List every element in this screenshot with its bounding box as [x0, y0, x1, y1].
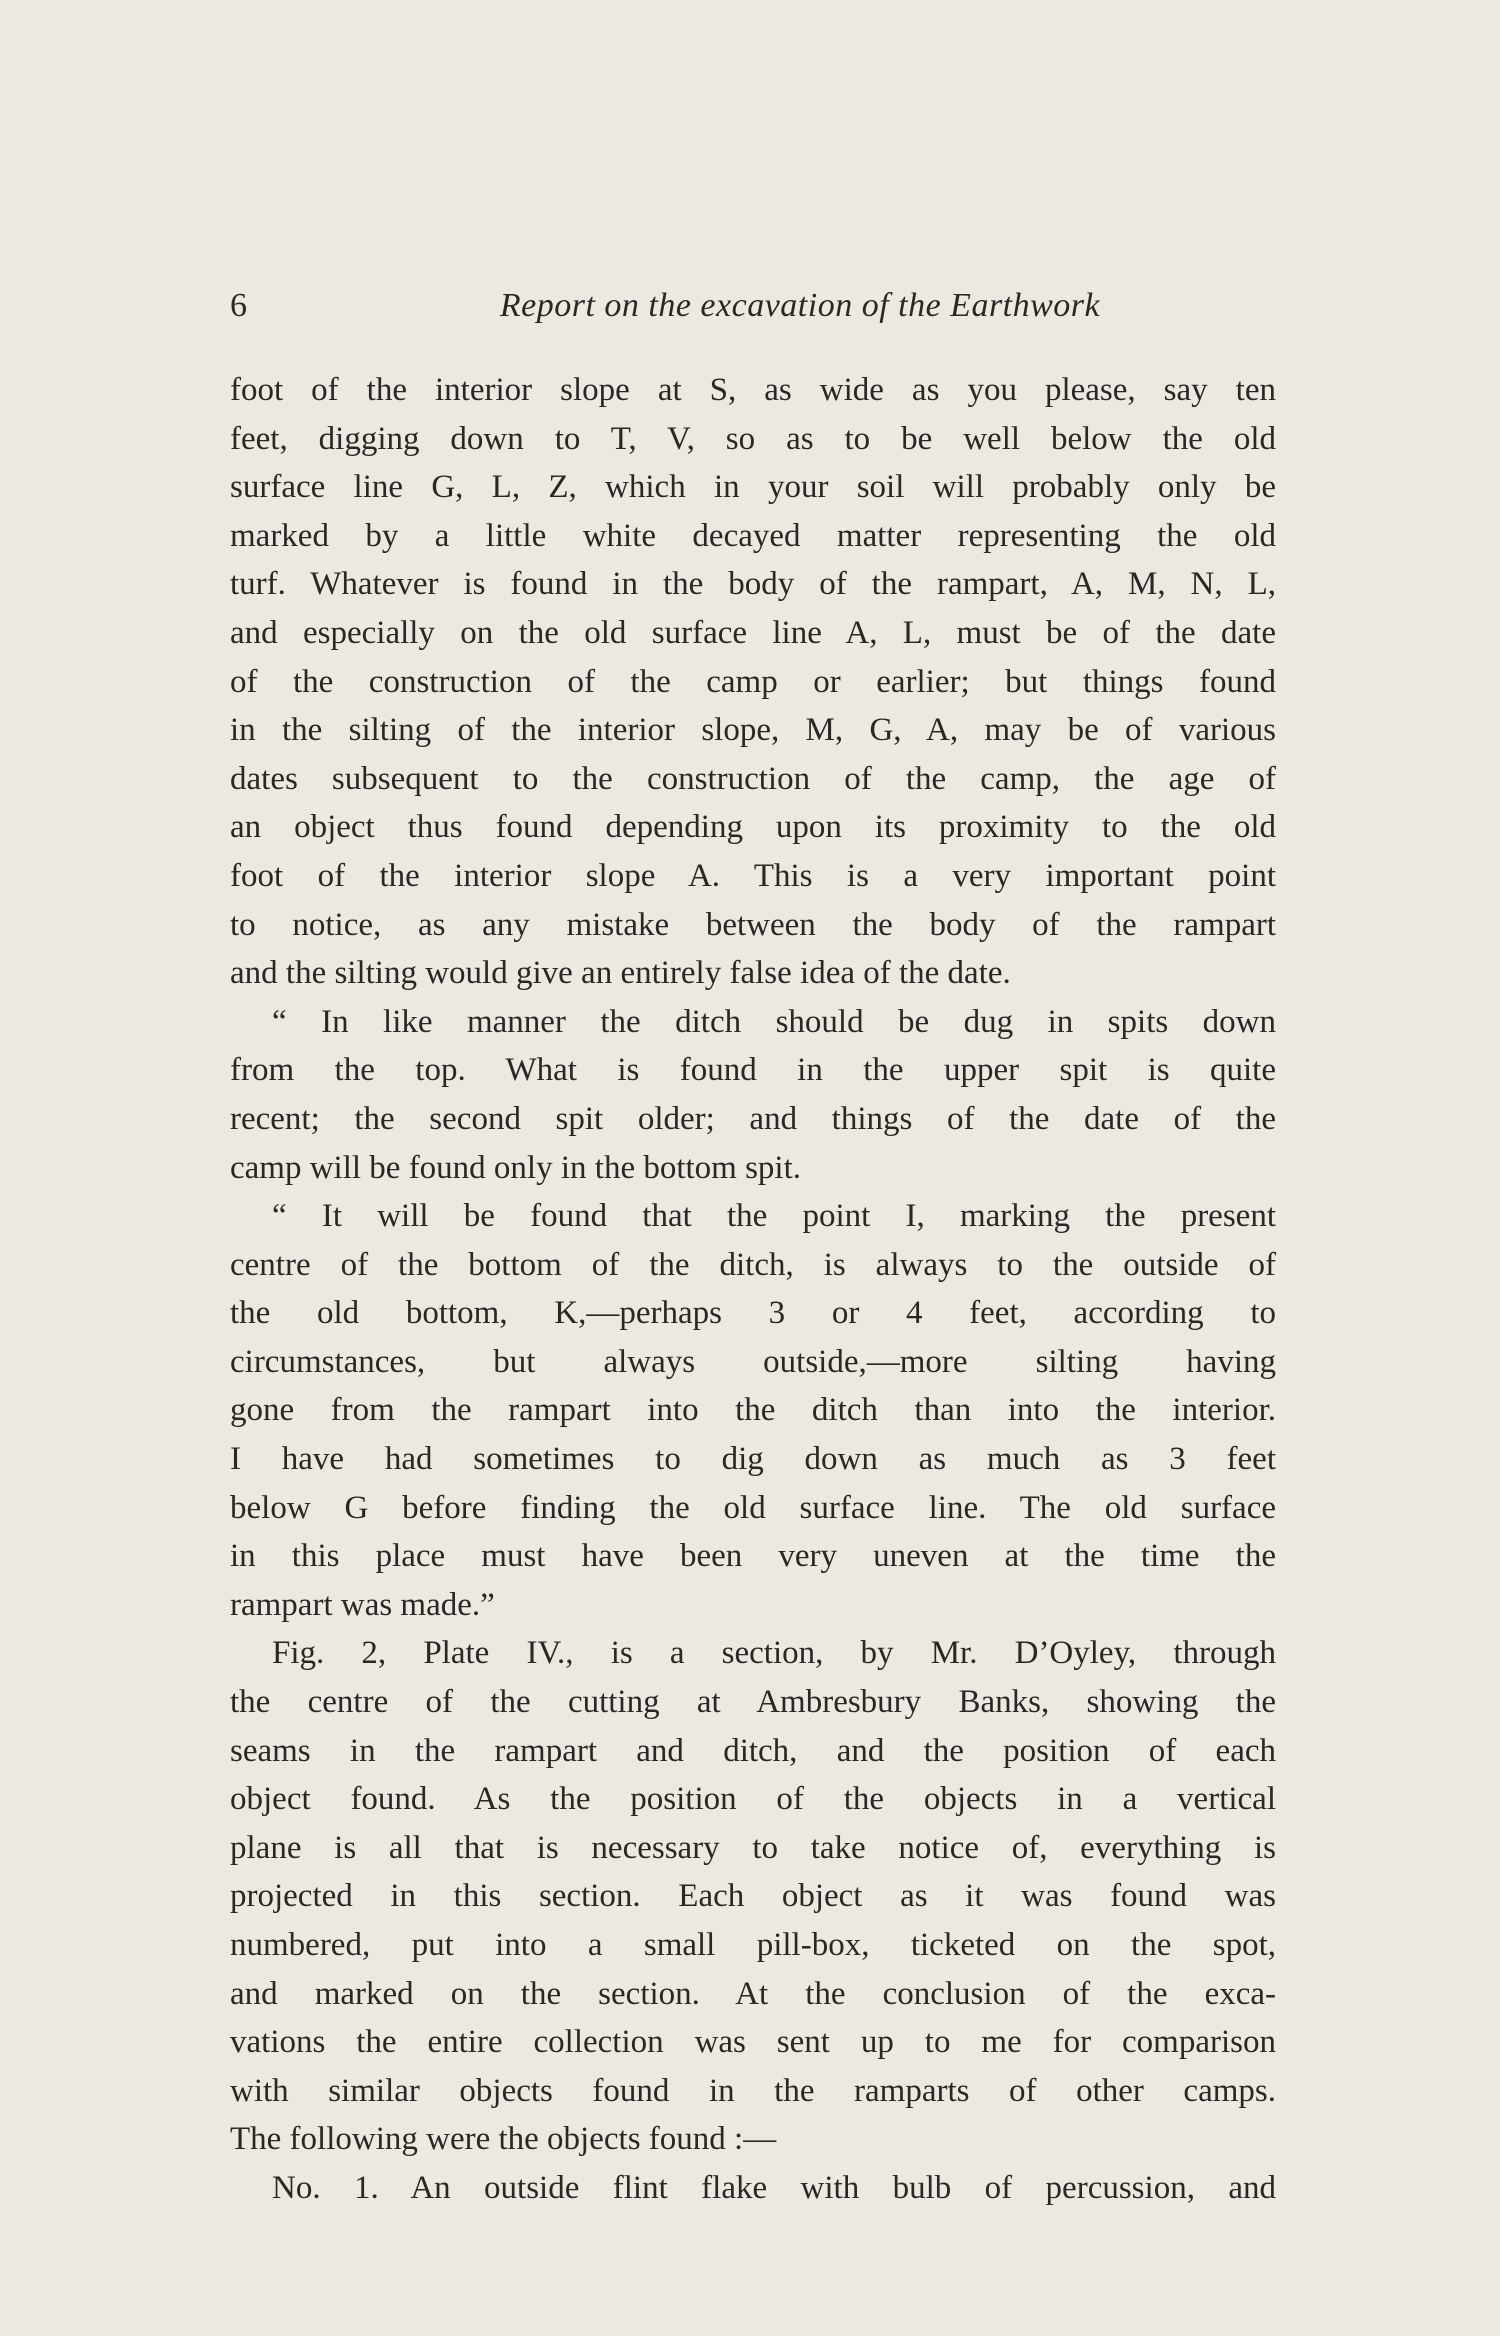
text-line: The following were the objects found :—: [230, 2121, 777, 2158]
text-line: in this place must have been very uneven at the time the: [230, 1538, 1276, 1575]
text-line: an object thus found depending upon its proximity to the old: [230, 809, 1276, 846]
text-line: foot of the interior slope at S, as wide as you please, say ten: [230, 372, 1276, 408]
text-line: circumstances, but always outside,—more silting having: [230, 1343, 1276, 1380]
text-line: object found. As the position of the objects in a vertical: [230, 1781, 1276, 1818]
text-line: vations the entire collection was sent up to me for comparison: [230, 2024, 1276, 2061]
page-number: 6: [230, 287, 247, 324]
text-line: marked by a little white decayed matter representing the old: [230, 517, 1276, 554]
text-line: Fig. 2, Plate IV., is a section, by Mr. D’Oyley, through: [272, 1635, 1276, 1672]
text-line: feet, digging down to T, V, so as to be well below the old: [230, 420, 1276, 457]
text-line: surface line G, L, Z, which in your soil will probably only be: [230, 469, 1276, 506]
body-text: [230, 366, 1276, 2213]
text-line: the old bottom, K,—perhaps 3 or 4 feet, according to: [230, 1295, 1276, 1332]
text-line: recent; the second spit older; and things of the date of the: [230, 1100, 1276, 1137]
text-line: gone from the rampart into the ditch than into the interior.: [230, 1392, 1276, 1429]
text-line: “ In like manner the ditch should be dug in spits down: [272, 1003, 1276, 1040]
text-line: of the construction of the camp or earlier; but things found: [230, 663, 1276, 700]
text-line: dates subsequent to the construction of the camp, the age of: [230, 760, 1276, 797]
text-line: in the silting of the interior slope, M, G, A, may be of various: [230, 712, 1276, 749]
text-line: foot of the interior slope A. This is a very important point: [230, 857, 1276, 894]
text-line: and the silting would give an entirely false idea of the date.: [230, 955, 1011, 992]
text-line: plane is all that is necessary to take notice of, everything is: [230, 1829, 1276, 1866]
text-line: to notice, as any mistake between the body of the rampart: [230, 906, 1276, 943]
text-line: camp will be found only in the bottom spit.: [230, 1149, 802, 1186]
text-line: from the top. What is found in the upper spit is quite: [230, 1052, 1276, 1089]
page-header: [230, 276, 1290, 336]
text-line: below G before finding the old surface line. The old surface: [230, 1489, 1276, 1526]
text-line: centre of the bottom of the ditch, is always to the outside of: [230, 1246, 1276, 1283]
text-line: I have had sometimes to dig down as much as 3 feet: [230, 1441, 1276, 1478]
text-line: and especially on the old surface line A, L, must be of the date: [230, 614, 1276, 651]
text-line: numbered, put into a small pill-box, ticketed on the spot,: [230, 1927, 1276, 1963]
text-line: the centre of the cutting at Ambresbury Banks, showing the: [230, 1684, 1276, 1721]
text-line: turf. Whatever is found in the body of the rampart, A, M, N, L,: [230, 566, 1276, 603]
text-line: with similar objects found in the ramparts of other camps.: [230, 2072, 1276, 2109]
text-line: rampart was made.”: [230, 1586, 495, 1623]
running-title: Report on the excavation of the Earthwork: [499, 287, 1101, 324]
text-line: “ It will be found that the point I, marking the present: [272, 1198, 1276, 1235]
text-line: projected in this section. Each object as it was found was: [230, 1878, 1276, 1915]
text-line: seams in the rampart and ditch, and the position of each: [230, 1732, 1276, 1769]
text-line: No. 1. An outside flint flake with bulb of percussion, and: [272, 2169, 1276, 2206]
text-line: and marked on the section. At the conclusion of the exca-: [230, 1975, 1276, 2012]
